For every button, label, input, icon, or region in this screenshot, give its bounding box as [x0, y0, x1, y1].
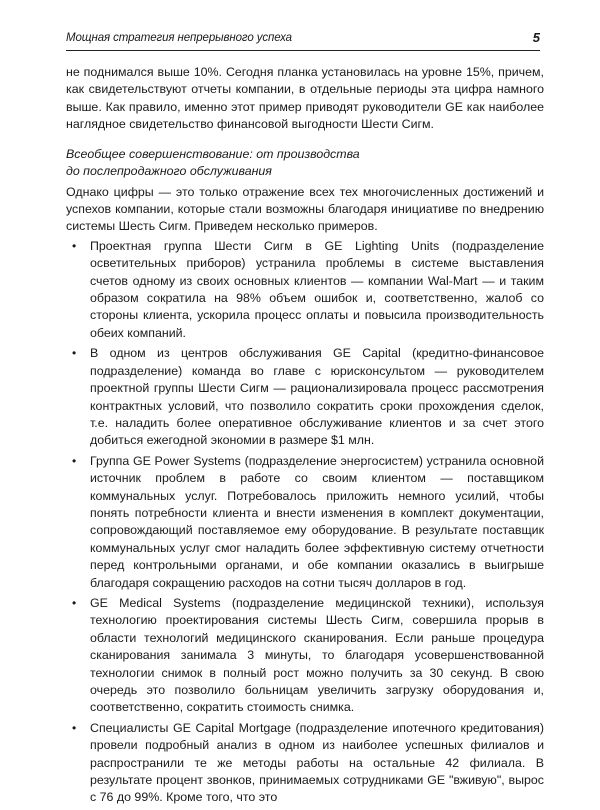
- section-subheading: [66, 146, 544, 180]
- page-body: [66, 64, 544, 810]
- list-item-text: Проектная группа Шести Сигм в GE Lighting Units (подразделение осветительных приборов) устранила проблемы в системе выставления счетов одному из своих основных клиентов — компании Wal-Mart — и таким образом сократила на 98% объем ошибок и, соответственно, жалоб со стороны клиента, ускорила процесс оплаты и повысила производительность обеих компаний.: [90, 238, 544, 340]
- list-item: [66, 345, 544, 449]
- bullet-icon: •: [72, 720, 77, 735]
- list-item-text: В одном из центров обслуживания GE Capital (кредитно-финансовое подразделение) команда во главе с юрисконсультом — руководителем проектной группы Шести Сигм — рационализировала процесс рассмотрения контрактных условий, что позволило сократить сроки прохождения сделок, т.е. наладить более оперативное обслуживание клиентов и за счет этого добиться ежегодной экономии в размере $1 млн.: [90, 346, 544, 448]
- bullet-icon: •: [72, 346, 77, 361]
- list-item: [66, 595, 544, 717]
- examples-list: [66, 238, 544, 807]
- list-item-text: Специалисты GE Capital Mortgage (подразделение ипотечного кредитования) провели подробный анализ в одном из наиболее успешных филиалов и распространили те же методы работы на остальные 42 филиала. В результате процент звонков, принимаемых сотрудниками GE "вживую", вырос с 76 до 99%. Кроме того, что это: [90, 720, 544, 805]
- page-number: 5: [532, 30, 540, 45]
- list-item-text: GE Medical Systems (подразделение медицинской техники), используя технологию проектирования системы Шесть Сигм, совершила прорыв в области технологий медицинского сканирования. Если раньше процедура сканирования занимала 3 минуты, то благодаря усовершенствованной технологии снимок в полный рост можно получить за 30 секунд. В свою очередь это позволило больницам увеличить загрузку оборудования и, соответственно, сократить стоимость снимка.: [90, 595, 544, 715]
- bullet-icon: •: [72, 238, 77, 253]
- list-item-text: Группа GE Power Systems (подразделение энергосистем) устранила основной источник проблем в работе со своим клиентом — поставщиком коммунальных услуг. Потребовалось приложить немного усилий, чтобы понять потребности клиента и внести изменения в комплект документации, сопровождающий поставляемое ему оборудование. В результате поставщик коммунальных услуг смог наладить более эффективную систему отчетности перед контрольными органами, и обе компании оказались в выигрыше благодаря сокращению расходов на сотни тысяч долларов в год.: [90, 453, 544, 590]
- subheading-line-2: до послепродажного обслуживания: [66, 163, 272, 178]
- bullet-icon: •: [72, 595, 77, 610]
- intro-paragraph: Однако цифры — это только отражение всех тех многочисленных достижений и успехов компании, которые стали возможны благодаря инициативе по внедрению системы Шесть Сигм. Приведем несколько примеров.: [66, 184, 544, 234]
- lead-paragraph: не поднимался выше 10%. Сегодня планка установилась на уровне 15%, причем, как свидетельствуют отчеты компании, в отдельные периоды эта цифра намного выше. Как правило, именно этот пример приводят руководители GE как наиболее наглядное свидетельство финансовой выгодности Шести Сигм.: [66, 65, 544, 132]
- subheading-line-1: Всеобщее совершенствование: от производства: [66, 146, 360, 161]
- list-item: [66, 453, 544, 592]
- list-item: [66, 238, 544, 342]
- running-title: Мощная стратегия непрерывного успеха: [66, 32, 292, 44]
- bullet-icon: •: [72, 453, 77, 468]
- page-header: [66, 30, 540, 51]
- list-item: [66, 720, 544, 807]
